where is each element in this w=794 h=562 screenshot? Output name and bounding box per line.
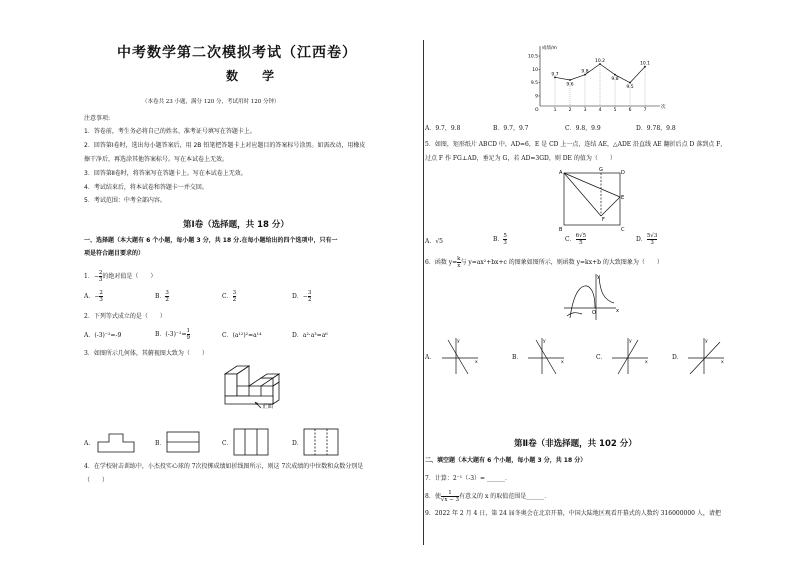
q3-option-c-label[interactable]: C． (222, 440, 233, 447)
notice-item: 2．回答第Ⅰ卷时，选出每小题答案后，用 2B 铅笔把答题卡上对应题目的答案标号涂黑。如需改动，用橡皮 (84, 142, 366, 149)
q5-option-a[interactable]: A．√5 (425, 238, 443, 245)
part1-instructions: 项是符合题目要求的） (84, 250, 145, 257)
q1-option-c[interactable]: C． $\frac{3}{2}$ (222, 290, 237, 303)
exam-note: （本卷共 23 小题，满分 120 分，考试用时 120 分钟） (142, 99, 280, 105)
y-tick-label: 10 (532, 67, 538, 73)
front-view-label: 正面 (262, 404, 274, 410)
axis-y-label: y (705, 339, 708, 344)
data-label: 9.7 (551, 72, 559, 78)
data-point (569, 79, 571, 81)
point-f-label: F (602, 217, 605, 223)
data-label: 9.8 (581, 69, 589, 75)
x-tick-label: 5 (613, 108, 617, 112)
part2-instructions: 二、填空题（本大题有 6 个小题，每小题 3 分，共 18 分） (425, 457, 587, 464)
q1-option-d[interactable]: D．− $\frac{3}{2}$ (292, 290, 312, 303)
question-9: 9．2022 年 2 月 4 日，第 24 届冬奥会在北京开幕，中国大陆地区观看开幕式的人数约 316000000 人，请把 (425, 510, 721, 517)
subject-title: 数 学 (226, 69, 285, 83)
q4-option-b[interactable]: B．9.7，9.7 (493, 125, 529, 132)
question-5: 5．如图，矩形纸片 ABCD 中，AD=6，E 是 CD 上一点，连结 AE，△ADE 沿直线 AE 翻折后点 D 落到点 F， (425, 141, 727, 148)
notice-item: 3．回答第Ⅱ卷时，将答案写在答题卡上。写在本试卷上无效。 (84, 170, 247, 177)
axis-x-label: x (561, 360, 564, 365)
q3-option-a-shape[interactable] (96, 432, 136, 454)
point-e-label: E (621, 195, 625, 201)
question-4: 4．在学校射击训练中，小杰投实心球的 7次投掷成绩如折线图所示，则这 7次成绩的中位数和众数分别是 (84, 463, 364, 470)
axis-x-label: x (475, 360, 478, 365)
q5-option-c[interactable]: C． $\frac{6√5}{5}$ (565, 233, 587, 246)
page-title: 中考数学第二次模拟考试（江西卷） (117, 45, 357, 61)
data-label: 9.6 (566, 82, 574, 88)
q2-option-d[interactable]: D．a²·a³=a⁶ (292, 332, 328, 339)
notice-item: 擦干净后，再选涂其他答案标号。写在本试卷上无效。 (84, 156, 229, 163)
function-graph-diagram (562, 272, 620, 322)
question-4-cont: （ ） (84, 477, 109, 484)
q3-option-d-shape[interactable] (303, 428, 339, 456)
data-label: 9.8 (611, 77, 619, 83)
q4-option-d[interactable]: D．9.78，9.8 (636, 125, 676, 132)
q6-option-c-label[interactable]: C． (596, 354, 607, 361)
notice-item: 5．考试范围：中考全部内容。 (84, 197, 166, 204)
part1-instructions: 一、选择题（本大题有 6 个小题，每小题 3 分，共 18 分.在每小题给出的四个选项中，只有一 (84, 237, 338, 244)
q3-option-c-shape[interactable] (233, 428, 269, 456)
column-divider (423, 40, 424, 545)
data-point (629, 82, 631, 84)
q3-option-b-shape[interactable] (166, 431, 200, 453)
question-6: 6．函数 y= $\frac{k}{x}$ 与 y=ax²+bx+c 的图象如图所示，则函数 y=kx+b 的大致图象为（ ） (425, 256, 663, 269)
y-tick-label: 9 (535, 94, 538, 100)
q6-option-a-graph[interactable] (440, 336, 480, 376)
x-tick-label: 2 (568, 108, 572, 112)
x-tick-label: 4 (598, 108, 602, 112)
axis-y-label: y (457, 339, 460, 344)
graph-x-label: x (616, 308, 619, 314)
part1-heading: 第Ⅰ卷（选择题，共 18 分） (183, 220, 289, 230)
graph-y-label: y (597, 274, 600, 280)
q6-option-c-graph[interactable] (610, 336, 650, 376)
point-c-label: C (621, 227, 625, 232)
data-label: 10.1 (639, 61, 651, 67)
y-tick-label: 9.5 (530, 81, 538, 87)
q4-option-c[interactable]: C．9.8，9.9 (565, 125, 601, 132)
question-8: 8．使 $\frac{1}{√x - 3}$ 有意义的 x 的取值范围是______． (425, 490, 551, 503)
rectangle-fold-diagram (556, 166, 628, 232)
notice-heading: 注意事项: (84, 115, 111, 122)
point-g-label: G (599, 167, 603, 173)
q4-option-a[interactable]: A．9.7，9.8 (425, 125, 461, 132)
axis-x-label: x (645, 360, 648, 365)
point-b-label: B (559, 227, 563, 232)
question-2: 2．下列等式成立的是（ ） (84, 313, 166, 320)
q6-option-a-label[interactable]: A． (425, 354, 436, 361)
part2-heading: 第Ⅱ卷（非选择题，共 102 分） (514, 439, 637, 449)
q3-option-d-label[interactable]: D． (292, 440, 303, 447)
axis-x-label: x (721, 360, 724, 365)
point-d-label: D (621, 170, 625, 176)
x-tick-label: 1 (553, 108, 557, 112)
question-3: 3．如图所示几何体，其俯视图大致为（ ） (84, 350, 208, 357)
q6-option-d-label[interactable]: D． (672, 354, 683, 361)
q1-option-a[interactable]: A．− $\frac{2}{3}$ (84, 290, 103, 303)
q4-line-chart (520, 42, 670, 112)
notice-item: 1．答卷前，考生务必将自己的姓名、准考证号填写在答题卡上。 (84, 128, 256, 135)
notice-item: 4．考试结束后，将本试卷和答题卡一并交回。 (84, 184, 208, 191)
q3-option-b-label[interactable]: B． (155, 440, 166, 447)
q5-option-d[interactable]: D． $\frac{5√3}{3}$ (636, 233, 658, 246)
q6-option-b-graph[interactable] (526, 336, 566, 376)
q2-option-b[interactable]: B．(-3)⁻²= $\frac{1}{9}$ (155, 328, 191, 341)
data-label: 9.5 (626, 85, 634, 91)
axis-y-label: y (629, 339, 632, 344)
question-1: 1．− $\frac{2}{3}$ 的绝对值是（ ） (84, 270, 157, 283)
chart-ylabel: 成绩/m (542, 46, 557, 51)
q5-option-b[interactable]: B． $\frac{5}{3}$ (493, 233, 507, 246)
y-tick-label: 10.5 (527, 54, 538, 60)
x-tick-label: 6 (628, 108, 632, 112)
q2-option-c[interactable]: C．(a¹²)²=a¹⁴ (222, 332, 262, 339)
solid-figure-diagram (215, 362, 295, 414)
chart-origin: O (535, 108, 539, 112)
axis-y-label: y (543, 339, 546, 344)
graph-origin-label: O (592, 310, 596, 316)
point-a-label: A (559, 170, 563, 176)
x-tick-label: 3 (583, 108, 587, 112)
q1-option-b[interactable]: B． $\frac{3}{2}$ (155, 290, 169, 303)
data-point (614, 74, 616, 76)
q3-option-a-label[interactable]: A． (84, 440, 95, 447)
question-7: 7．计算：2⁻¹（-3）= ______． (425, 475, 511, 482)
chart-xlabel: 次 (661, 105, 666, 110)
q6-option-b-label[interactable]: B． (512, 354, 523, 361)
q2-option-a[interactable]: A．(-3)⁻²=-9 (84, 332, 122, 339)
question-5-cont: 过点 F 作 FG⊥AD，垂足为 G，若 AD=3GD，则 DE 的值为（ ） (425, 155, 616, 162)
q6-option-d-graph[interactable] (686, 336, 726, 376)
data-label: 10.2 (594, 59, 606, 64)
x-tick-label: 7 (643, 108, 647, 112)
